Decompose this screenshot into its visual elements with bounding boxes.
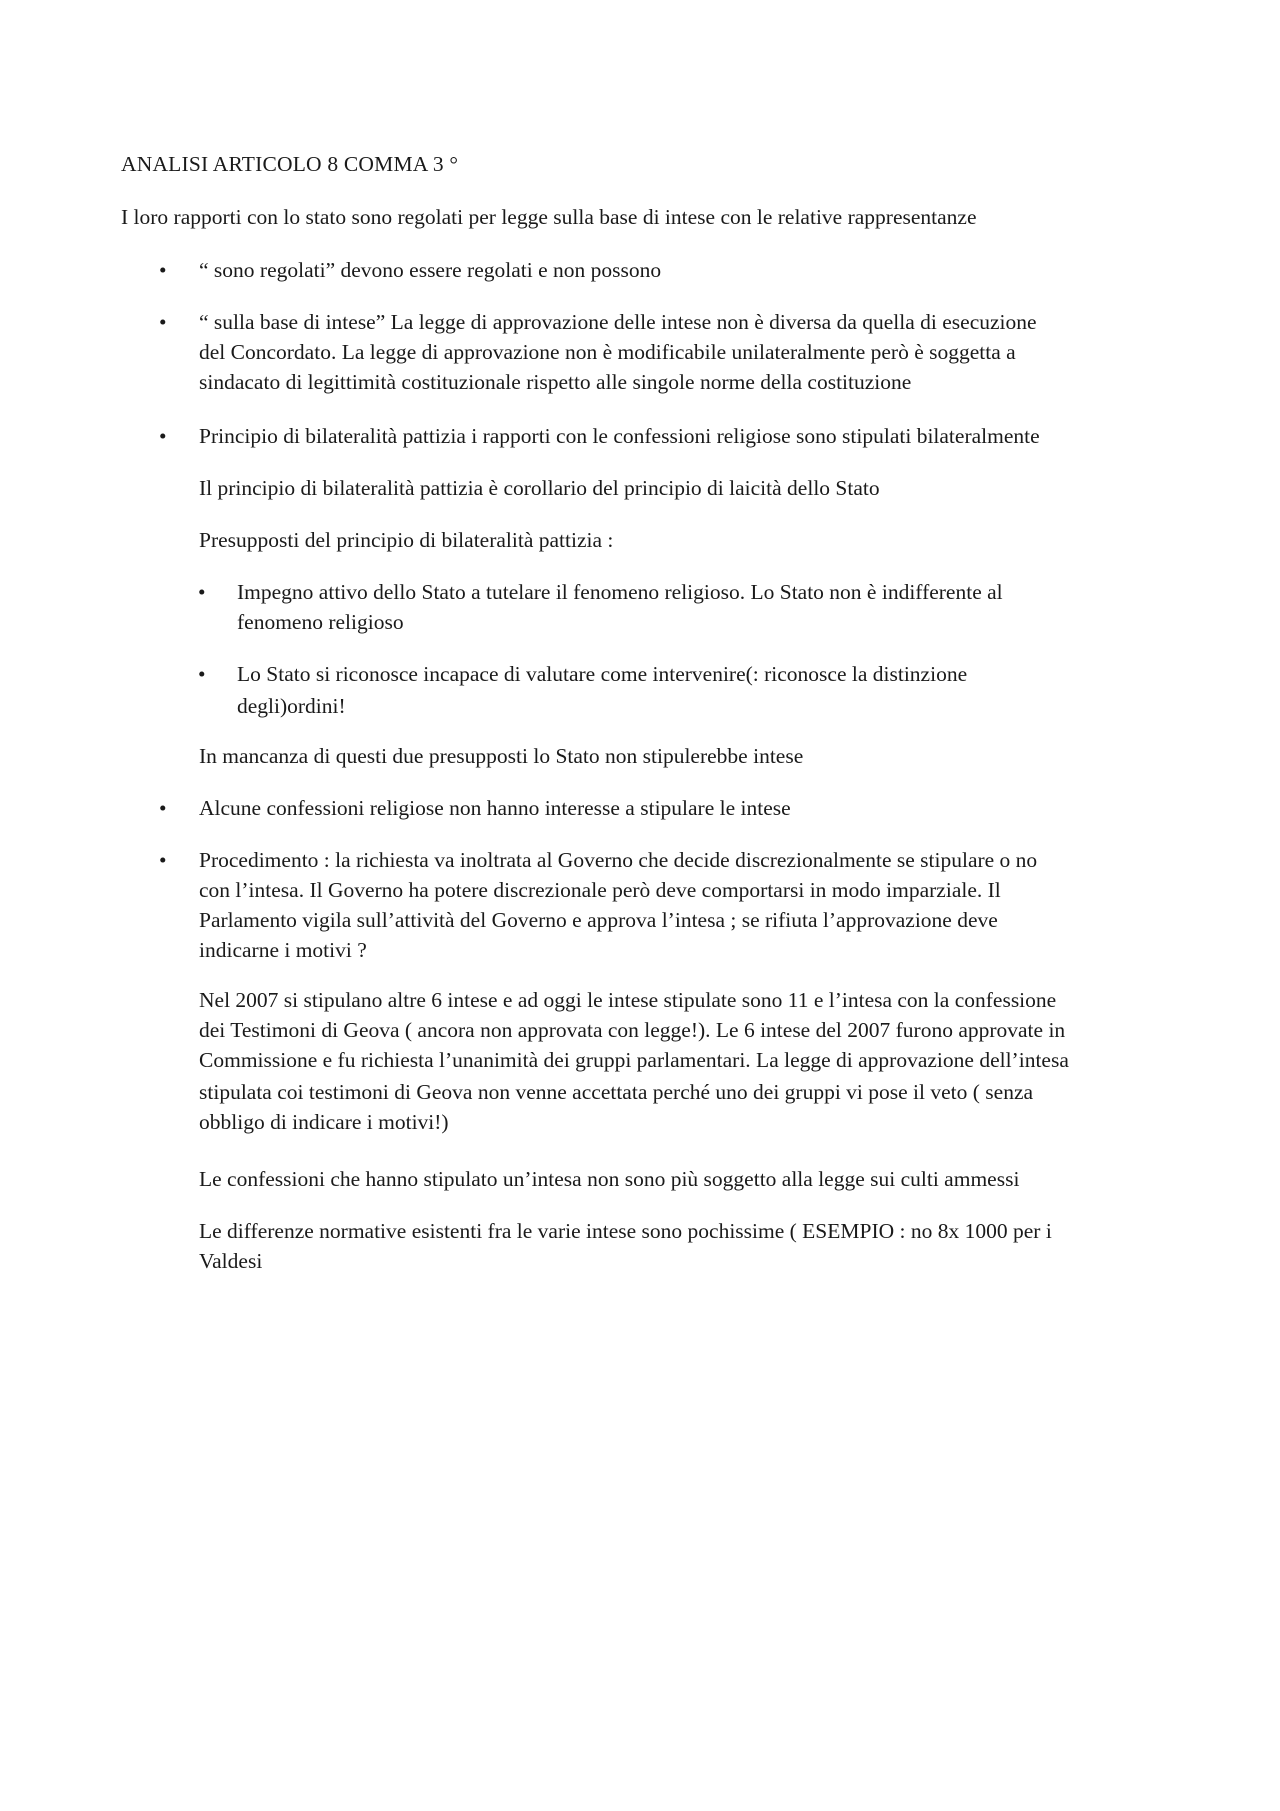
list-item: “ sono regolati” devono essere regolati e non possono (199, 258, 662, 282)
paragraph-line: dei Testimoni di Geova ( ancora non approvata con legge!). Le 6 intese del 2007 furono approvate in (199, 1018, 1066, 1042)
sub-bullet-marker: • (198, 662, 206, 686)
paragraph-line: obbligo di indicare i motivi!) (199, 1110, 449, 1134)
list-item-line: sindacato di legittimità costituzionale rispetto alle singole norme della costituzione (199, 370, 912, 394)
list-item (199, 845, 1159, 965)
bullet-marker: • (159, 310, 167, 334)
paragraph-confessioni: Le confessioni che hanno stipulato un’intesa non sono più soggetto alla legge sui culti ammessi (199, 1167, 1020, 1191)
sub-bullet-marker: • (198, 580, 206, 604)
sub-list-item (237, 577, 1137, 637)
list-item-line: Parlamento vigila sull’attività del Governo e approva l’intesa ; se rifiuta l’approvazione deve (199, 908, 998, 932)
paragraph-line: Le differenze normative esistenti fra le varie intese sono pochissime ( ESEMPIO : no 8x 1000 per i (199, 1219, 1052, 1243)
list-item (199, 307, 1159, 397)
bullet-marker: • (159, 796, 167, 820)
sub-list-item-line: Lo Stato si riconosce incapace di valutare come intervenire(: riconosce la distinzione (237, 662, 968, 686)
list-item-line: Procedimento : la richiesta va inoltrata al Governo che decide discrezionalmente se stipulare o no (199, 848, 1038, 872)
sub-list-item-line: fenomeno religioso (237, 610, 404, 634)
bullet-marker: • (159, 848, 167, 872)
list-item: Alcune confessioni religiose non hanno interesse a stipulare le intese (199, 796, 791, 820)
paragraph-mancanza: In mancanza di questi due presupposti lo Stato non stipulerebbe intese (199, 744, 804, 768)
list-item-line: “ sulla base di intese” La legge di approvazione delle intese non è diversa da quella di esecuzione (199, 310, 1037, 334)
sub-list-item-line: Impegno attivo dello Stato a tutelare il fenomeno religioso. Lo Stato non è indifferente al (237, 580, 1003, 604)
paragraph-corollario: Il principio di bilateralità pattizia è corollario del principio di laicità dello Stato (199, 476, 880, 500)
paragraph-line: stipulata coi testimoni di Geova non venne accettata perché uno dei gruppi vi pose il veto ( senza (199, 1080, 1034, 1104)
list-item-line: del Concordato. La legge di approvazione non è modificabile unilateralmente però è soggetta a (199, 340, 1016, 364)
document-title: ANALISI ARTICOLO 8 COMMA 3 ° (121, 152, 459, 176)
list-item-line: indicarne i motivi ? (199, 938, 367, 962)
sub-list-item-line: degli)ordini! (237, 694, 346, 718)
paragraph-line: Nel 2007 si stipulano altre 6 intese e ad oggi le intese stipulate sono 11 e l’intesa con la confessione (199, 988, 1057, 1012)
list-item-line: con l’intesa. Il Governo ha potere discrezionale però deve comportarsi in modo imparziale. Il (199, 878, 1001, 902)
bullet-marker: • (159, 258, 167, 282)
paragraph-line: Valdesi (199, 1249, 263, 1273)
paragraph-2007 (199, 985, 1159, 1137)
paragraph-presupposti: Presupposti del principio di bilateralità pattizia : (199, 528, 614, 552)
paragraph-line: Commissione e fu richiesta l’unanimità dei gruppi parlamentari. La legge di approvazione dell’intesa (199, 1048, 1069, 1072)
bullet-marker: • (159, 424, 167, 448)
sub-list-item (237, 659, 1137, 721)
paragraph-differenze (199, 1216, 1159, 1276)
intro-paragraph: I loro rapporti con lo stato sono regolati per legge sulla base di intese con le relative rappresentanze (121, 205, 977, 229)
list-item: Principio di bilateralità pattizia i rapporti con le confessioni religiose sono stipulati bilateralmente (199, 424, 1040, 448)
